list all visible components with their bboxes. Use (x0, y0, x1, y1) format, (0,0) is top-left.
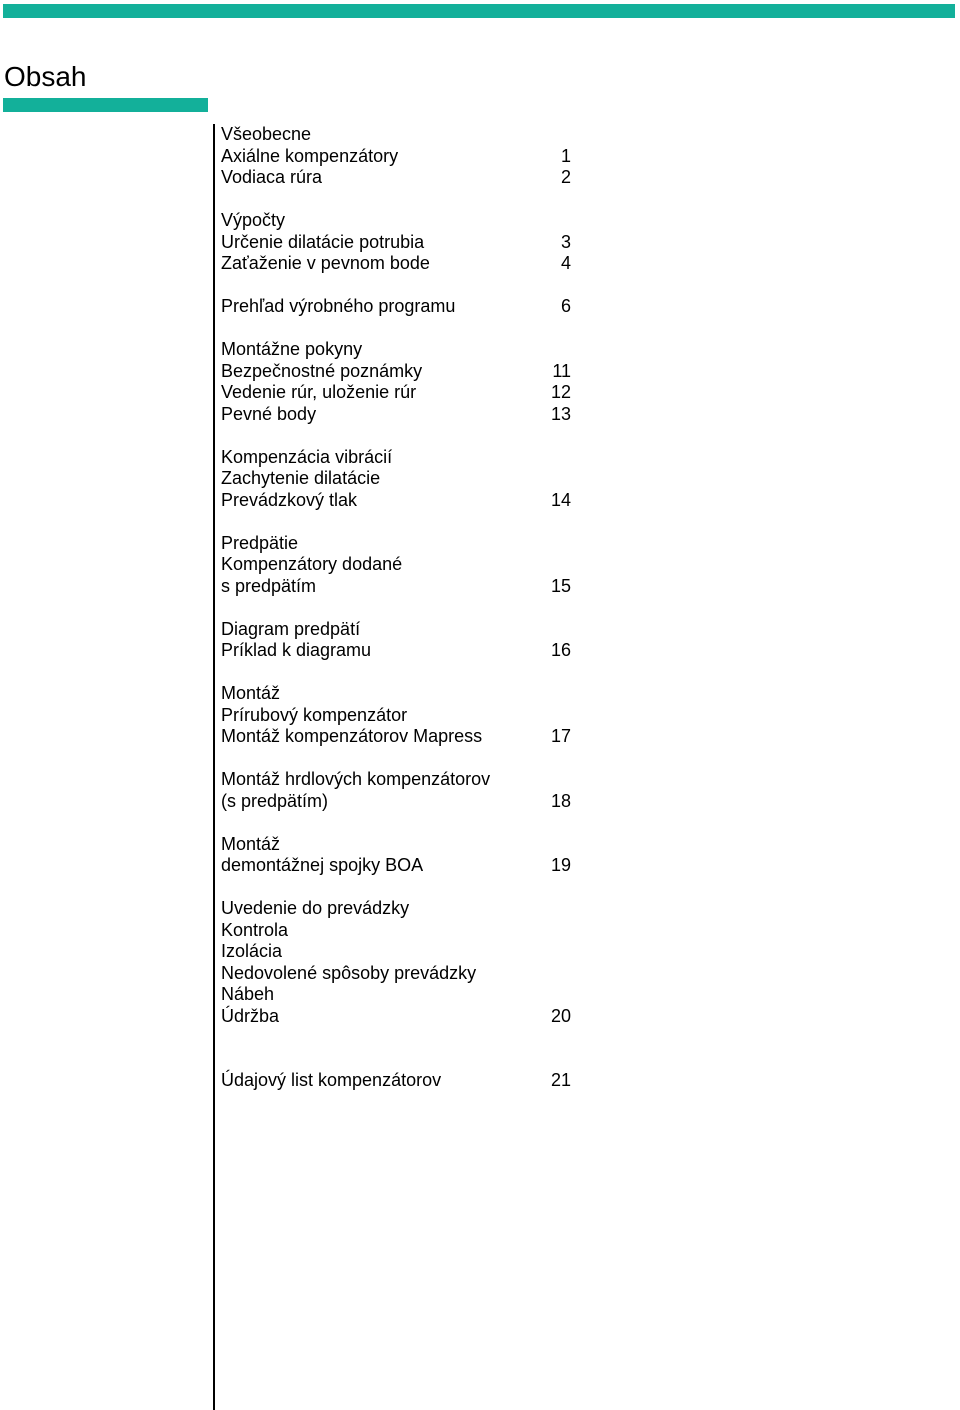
toc-entry-page-number: 2 (560, 167, 571, 187)
toc-entry-title: Kontrola (221, 919, 289, 940)
toc-entry-title: Prírubový kompenzátor (221, 704, 408, 725)
toc-entry-title: Vodiaca rúra (221, 167, 323, 187)
toc-entry[interactable] (221, 619, 581, 641)
section-spacer (221, 275, 581, 297)
section-spacer (221, 662, 581, 684)
toc-entry-page-number: 18 (550, 790, 571, 811)
toc-entry[interactable] (221, 361, 581, 383)
toc-entry-title: Kompenzátory dodané (221, 554, 403, 574)
toc-entry[interactable] (221, 146, 581, 168)
toc-entry[interactable] (221, 726, 581, 748)
toc-entry-title: Prehľad výrobného programu (221, 296, 456, 316)
toc-entry-page-number: 17 (550, 726, 571, 746)
toc-section (221, 683, 581, 748)
toc-entry-title: Vedenie rúr, uloženie rúr (221, 382, 417, 402)
toc-entry-page-number: 20 (550, 1005, 571, 1026)
toc-entry-title: Diagram predpätí (221, 618, 361, 639)
toc-entry[interactable] (221, 554, 581, 576)
toc-entry-title: demontážnej spojky BOA (221, 855, 424, 875)
toc-entry[interactable] (221, 640, 581, 662)
toc-entry[interactable] (221, 124, 581, 146)
section-spacer (221, 597, 581, 619)
toc-entry-title: Údržba (221, 1005, 280, 1026)
toc-entry-title: Axiálne kompenzátory (221, 145, 399, 166)
section-spacer (221, 1027, 581, 1070)
section-spacer (221, 748, 581, 770)
toc-entry-page-number: 15 (550, 575, 571, 596)
toc-section (221, 296, 581, 318)
toc-entry-title: Určenie dilatácie potrubia (221, 231, 425, 252)
toc-entry-title: Montáž kompenzátorov Mapress (221, 726, 483, 746)
toc-entry-title: Montážne pokyny (221, 339, 363, 359)
toc-section (221, 1070, 581, 1092)
toc-entry[interactable] (221, 447, 581, 469)
toc-entry-title: (s predpätím) (221, 790, 329, 811)
section-spacer (221, 425, 581, 447)
toc-entry[interactable] (221, 705, 581, 727)
toc-entry-title: Uvedenie do prevádzky (221, 898, 410, 918)
toc-entry-title: Izolácia (221, 941, 283, 961)
toc-entry[interactable] (221, 834, 581, 856)
toc-entry-page-number: 14 (550, 489, 571, 510)
toc-entry[interactable] (221, 984, 581, 1006)
toc-section (221, 619, 581, 662)
toc-entry[interactable] (221, 468, 581, 490)
toc-entry-page-number: 16 (550, 640, 571, 660)
page-title: Obsah (4, 61, 87, 92)
toc-entry-title: Montáž (221, 683, 281, 703)
top-accent-bar (3, 4, 955, 18)
toc-section (221, 124, 581, 189)
toc-entry-title: Prevádzkový tlak (221, 489, 358, 510)
section-spacer (221, 877, 581, 899)
toc-entry[interactable] (221, 339, 581, 361)
toc-entry[interactable] (221, 232, 581, 254)
toc-section (221, 898, 581, 1027)
toc-entry[interactable] (221, 404, 581, 426)
toc-entry[interactable] (221, 1070, 581, 1092)
table-of-contents (221, 124, 581, 1092)
toc-entry-title: Nábeh (221, 984, 275, 1004)
toc-entry-page-number: 4 (560, 253, 571, 273)
toc-entry-title: Výpočty (221, 210, 286, 230)
toc-entry[interactable] (221, 1006, 581, 1028)
toc-section (221, 769, 581, 812)
toc-entry-page-number: 11 (552, 360, 571, 381)
section-spacer (221, 812, 581, 834)
toc-entry-page-number: 1 (560, 145, 571, 166)
toc-entry-title: Predpätie (221, 532, 299, 553)
toc-entry[interactable] (221, 296, 581, 318)
toc-entry-title: Zachytenie dilatácie (221, 468, 381, 488)
toc-section (221, 533, 581, 598)
toc-entry-title: Kompenzácia vibrácií (221, 446, 393, 467)
toc-entry[interactable] (221, 963, 581, 985)
toc-entry-title: s predpätím (221, 575, 317, 596)
toc-entry-title: Montáž hrdlových kompenzátorov (221, 769, 491, 789)
toc-entry-title: Zaťaženie v pevnom bode (221, 253, 430, 273)
section-spacer (221, 511, 581, 533)
toc-entry-title: Všeobecne (221, 124, 312, 144)
toc-entry-title: Pevné body (221, 403, 317, 424)
toc-entry-title: Nedovolené spôsoby prevádzky (221, 962, 477, 983)
toc-entry[interactable] (221, 576, 581, 598)
toc-section (221, 210, 581, 275)
toc-entry-page-number: 6 (560, 296, 571, 316)
toc-entry[interactable] (221, 253, 581, 275)
toc-entry[interactable] (221, 769, 581, 791)
toc-entry-title: Príklad k diagramu (221, 640, 372, 660)
toc-entry[interactable] (221, 382, 581, 404)
toc-entry[interactable] (221, 898, 581, 920)
toc-entry-title: Údajový list kompenzátorov (221, 1070, 442, 1090)
section-spacer (221, 189, 581, 211)
toc-entry[interactable] (221, 490, 581, 512)
toc-entry[interactable] (221, 167, 581, 189)
toc-section (221, 447, 581, 512)
toc-section (221, 834, 581, 877)
title-underline-bar (3, 98, 208, 112)
toc-entry-page-number: 19 (550, 855, 571, 875)
toc-entry-page-number: 21 (550, 1070, 571, 1090)
toc-entry[interactable] (221, 683, 581, 705)
toc-entry-title: Bezpečnostné poznámky (221, 360, 423, 381)
toc-entry-page-number: 13 (550, 403, 571, 424)
toc-entry[interactable] (221, 920, 581, 942)
toc-entry[interactable] (221, 855, 581, 877)
toc-entry[interactable] (221, 210, 581, 232)
toc-entry[interactable] (221, 533, 581, 555)
toc-entry[interactable] (221, 941, 581, 963)
toc-entry-page-number: 12 (550, 382, 571, 402)
section-spacer (221, 318, 581, 340)
toc-section (221, 339, 581, 425)
toc-entry-page-number: 3 (560, 231, 571, 252)
toc-entry[interactable] (221, 791, 581, 813)
toc-vertical-divider (213, 124, 215, 1410)
toc-entry-title: Montáž (221, 833, 281, 854)
